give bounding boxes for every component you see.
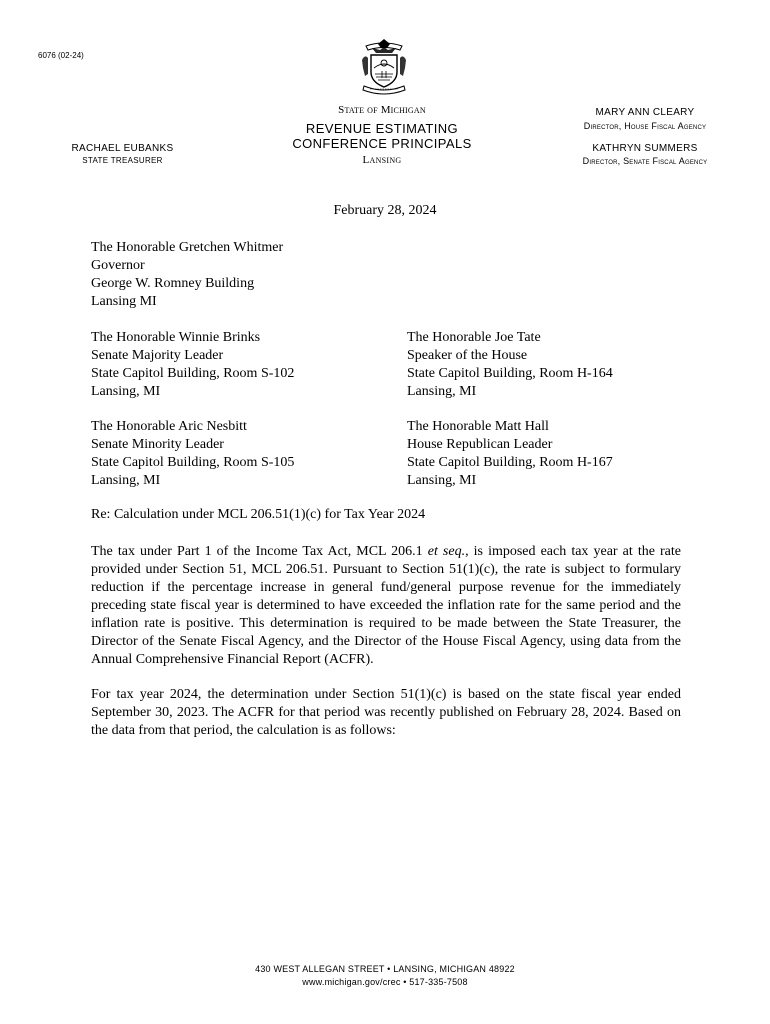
- recipient-building: State Capitol Building, Room H-164: [407, 366, 613, 381]
- recipient-house-speaker: [407, 329, 613, 401]
- recipient-house-republican-leader: [407, 418, 613, 490]
- house-director-title: Director, House Fiscal Agency: [583, 121, 707, 131]
- city-name: Lansing: [362, 154, 402, 166]
- recipient-building: State Capitol Building, Room S-105: [91, 455, 295, 470]
- recipient-city: Lansing, MI: [91, 384, 161, 399]
- recipient-building: George W. Romney Building: [91, 276, 255, 291]
- recipient-title: Senate Majority Leader: [91, 348, 224, 363]
- footer-address: 430 WEST ALLEGAN STREET • LANSING, MICHIGAN 48922: [255, 964, 515, 974]
- paragraph-text: The tax under Part 1 of the Income Tax Act, MCL 206.1: [91, 544, 428, 559]
- subject-line: Re: Calculation under MCL 206.51(1)(c) for Tax Year 2024: [91, 507, 426, 522]
- recipient-title: Senate Minority Leader: [91, 437, 224, 452]
- paragraph-text: , is imposed each tax year at the rate provided under Section 51, MCL 206.51. Pursuant to Section 51(1)(c), the rate is subject to formulary reduction if the percentage increase in general fund/general purpose revenue for the immediately preceding state fiscal year is determined to have exceeded the inflation rate for the same period and the inflation rate is positive. This determination is required to be made between the State Treasurer, the Director of the Senate Fiscal Agency, and the Director of the House Fiscal Agency, using data from the Annual Comprehensive Financial Report (ACFR).: [91, 544, 681, 667]
- senate-director-title: Director, Senate Fiscal Agency: [582, 156, 708, 166]
- letter-date: February 28, 2024: [333, 203, 437, 218]
- recipient-title: Speaker of the House: [407, 348, 528, 363]
- recipient-name: The Honorable Winnie Brinks: [91, 330, 261, 345]
- paragraph-italic-text: et seq.: [427, 544, 466, 559]
- state-name: State of Michigan: [338, 104, 426, 116]
- recipient-city: Lansing, MI: [407, 384, 477, 399]
- recipient-title: Governor: [91, 258, 145, 273]
- recipient-building: State Capitol Building, Room H-167: [407, 455, 613, 470]
- recipient-name: The Honorable Matt Hall: [407, 419, 549, 434]
- recipient-building: State Capitol Building, Room S-102: [91, 366, 295, 381]
- treasurer-name: RACHAEL EUBANKS: [71, 143, 174, 154]
- conference-title-line2: CONFERENCE PRINCIPALS: [292, 136, 472, 151]
- recipient-name: The Honorable Gretchen Whitmer: [91, 240, 284, 255]
- footer-contact: www.michigan.gov/crec • 517-335-7508: [302, 977, 468, 987]
- recipient-city: Lansing, MI: [407, 473, 477, 488]
- recipient-senate-majority-leader: [91, 329, 294, 401]
- senate-director-name: KATHRYN SUMMERS: [592, 143, 698, 154]
- conference-title-line1: REVENUE ESTIMATING: [305, 121, 459, 136]
- recipient-city: Lansing MI: [91, 294, 157, 309]
- recipient-name: The Honorable Aric Nesbitt: [91, 419, 247, 434]
- body-paragraph-2: For tax year 2024, the determination under Section 51(1)(c) is based on the state fiscal year ended September 30, 2023. The ACFR for that period was recently published on February 28, 2024. Based on the data from that period, the calculation is as follows:: [91, 687, 681, 738]
- michigan-seal-icon: [358, 38, 410, 96]
- recipient-name: The Honorable Joe Tate: [407, 330, 541, 345]
- body-paragraph-1: [91, 543, 681, 669]
- house-director-name: MARY ANN CLEARY: [595, 107, 695, 118]
- recipient-governor: [91, 239, 283, 311]
- recipient-city: Lansing, MI: [91, 473, 161, 488]
- treasurer-title: STATE TREASURER: [82, 156, 163, 165]
- recipient-title: House Republican Leader: [407, 437, 553, 452]
- form-code: 6076 (02-24): [38, 51, 84, 60]
- recipient-senate-minority-leader: [91, 418, 294, 490]
